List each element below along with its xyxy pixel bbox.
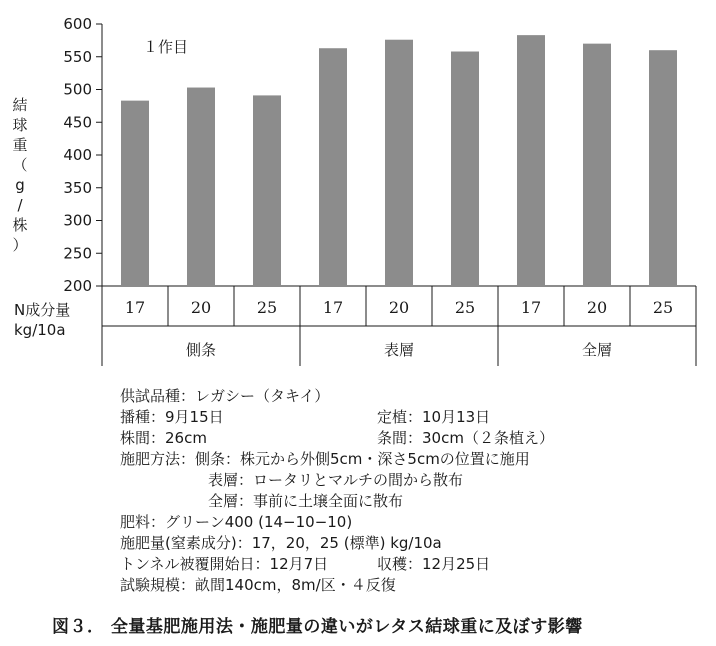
y-tick-label: 200	[63, 277, 92, 295]
notes-row	[120, 491, 530, 512]
notes-row	[120, 386, 530, 407]
category-label: 25	[256, 298, 278, 317]
group-label: 側条	[185, 341, 217, 359]
y-tick-label: 350	[63, 178, 92, 197]
note-plant-spacing: 株間：26cm	[120, 429, 207, 447]
y-axis-label-char: 球	[12, 116, 28, 134]
y-axis-label-char: 株	[12, 216, 28, 234]
bar	[649, 50, 677, 286]
note-method-3: 全層：事前に土壌全面に散布	[208, 492, 404, 510]
group-label: 表層	[383, 341, 415, 359]
notes-row	[120, 449, 530, 470]
x-row-label	[14, 300, 70, 340]
note-method-1: 施肥方法：側条：株元から外側5cm・深さ5cmの位置に施用	[120, 450, 530, 468]
category-label: 17	[520, 298, 542, 317]
y-axis-label-char: ）	[12, 236, 28, 254]
note-tunnel: トンネル被覆開始日：12月7日	[120, 555, 329, 573]
y-tick-label: 250	[63, 244, 92, 263]
group-label: 全層	[581, 341, 613, 359]
bar	[187, 88, 215, 286]
note-harvest: 収穫：12月25日	[377, 555, 491, 573]
y-axis-label-char: 結	[12, 96, 28, 114]
bar	[517, 35, 545, 286]
note-sowing: 播種：9月15日	[120, 408, 224, 426]
note-fertilizer: 肥料：グリーン400 (14−10−10)	[120, 513, 353, 531]
y-axis-label-char: /	[17, 196, 23, 214]
category-label: 25	[454, 298, 476, 317]
category-label: 17	[322, 298, 344, 317]
category-label: 25	[652, 298, 674, 317]
bar	[451, 52, 479, 286]
notes-row	[120, 407, 530, 428]
category-label: 20	[388, 298, 410, 317]
bar	[385, 40, 413, 286]
y-tick-label: 300	[63, 211, 92, 230]
note-scale: 試験規模：畝間140cm，8m/区・４反復	[120, 576, 396, 594]
y-axis-label-char: （	[12, 156, 28, 174]
y-tick-label: 500	[63, 80, 92, 99]
category-label: 20	[586, 298, 608, 317]
experiment-notes	[120, 386, 554, 596]
notes-row	[120, 428, 554, 449]
y-tick-label: 550	[63, 47, 92, 66]
y-axis-label-char: g	[15, 176, 25, 194]
x-row-label-line1: N成分量	[14, 301, 71, 319]
x-row-label-line2: kg/10a	[14, 321, 66, 339]
note-planting: 定植：10月13日	[377, 408, 491, 426]
chart-annotation: １作目	[143, 38, 189, 56]
bar	[319, 48, 347, 286]
note-variety: 供試品種：レガシー（タキイ）	[120, 387, 330, 405]
notes-row	[120, 470, 530, 491]
category-label: 17	[124, 298, 146, 317]
note-row-spacing: 条間：30cm（２条植え）	[377, 429, 554, 447]
note-method-2: 表層：ロータリとマルチの間から散布	[208, 471, 464, 489]
y-tick-label: 450	[63, 113, 92, 132]
notes-row	[120, 533, 530, 554]
category-label: 20	[190, 298, 212, 317]
notes-row	[120, 575, 530, 596]
bar	[121, 101, 149, 286]
bar	[253, 95, 281, 286]
note-amount: 施肥量(窒素成分)：17，20，25 (標準) kg/10a	[120, 534, 442, 552]
notes-row	[120, 554, 530, 575]
bar	[583, 44, 611, 286]
y-tick-label: 600	[63, 15, 92, 33]
notes-row	[120, 512, 530, 533]
y-axis-label	[8, 95, 32, 255]
y-tick-label: 400	[63, 146, 92, 164]
figure-caption: 図３． 全量基肥施用法・施肥量の違いがレタス結球重に及ぼす影響	[52, 617, 583, 637]
y-axis-label-char: 重	[12, 136, 28, 154]
